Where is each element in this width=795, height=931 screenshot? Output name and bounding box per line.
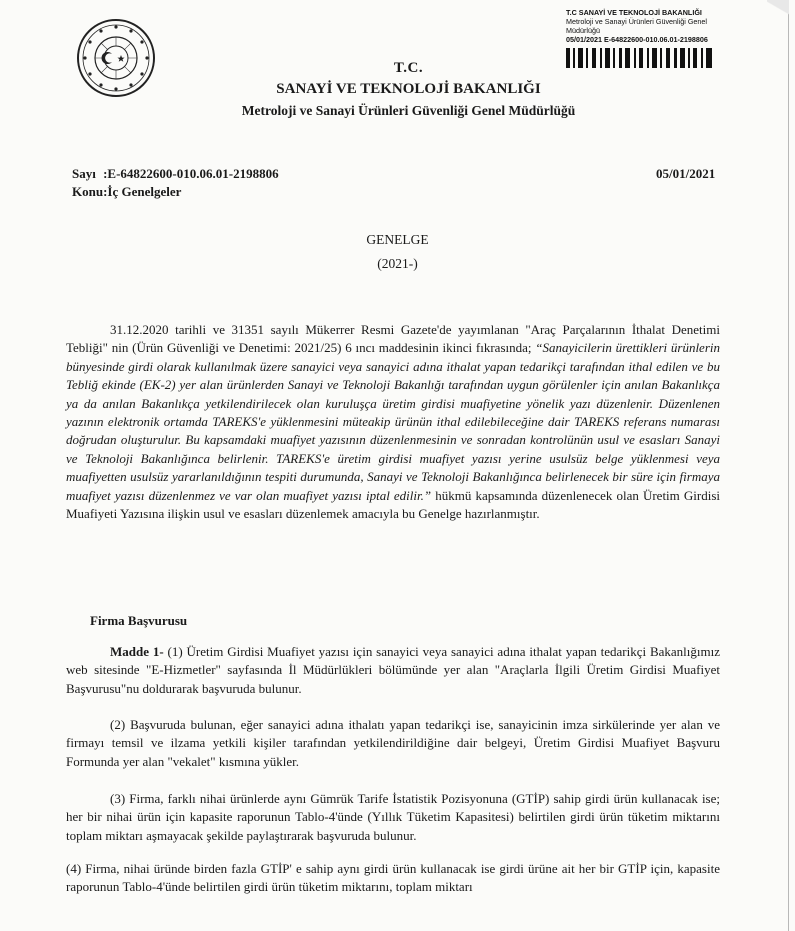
intro-tail: hükmü kapsamında düzenlenecek olan Üretim Girdisi Muafiyeti Yazısına ilişkin usul ve esasları düzenlemek amacıyla bu Genelge hazırlanmıştır. <box>66 487 720 522</box>
page-corner-fold <box>767 0 789 16</box>
intro-paragraph <box>66 321 720 523</box>
konu-line <box>72 184 181 200</box>
konu-label: Konu <box>72 184 104 199</box>
header-directorate: Metroloji ve Sanayi Ürünleri Güvenliği Genel Müdürlüğü <box>241 103 576 118</box>
sayi-line <box>72 166 279 182</box>
konu-value: :İç Genelgeler <box>103 184 182 199</box>
e-signature-stamp <box>566 8 756 44</box>
intro-quote: “Sanayicilerin ürettikleri ürünlerin bünyesinde girdi olarak kullanılmak üzere sanayici veya sanayici adına ithalat yapan tedarikçi tarafından ithal edilen ve bu Tebliğ ekinde (EK-2) yer alan ürünlerden Sanayi ve Teknoloji Bakanlığı tarafından uygun görülenler için anılan Bakanlıkça ya da anılan Bakanlıkça yetkilendirilecek olan kuruluşça üretim girdisi muafiyetine yönelik yazı düzenlenir. Düzenlenen yazının elektronik ortamda TAREKS'e yüklenmesini müteakip ürünün ithal edilebileceğine dair TAREKS referans numarası doğrudan oluşturulur. Bu kapsamdaki muafiyet yazısının düzenlenmesinin ve sonradan kontrolünün usul ve esasları Sanayi ve Teknoloji Bakanlığınca belirlenir. TAREKS'e üretim girdisi muafiyet yazısı yerine usulsüz belge yüklenmesi veya muafiyetten usulsüz yararlanıldığının tespiti durumunda, Sanayi ve Teknoloji Bakanlığınca belirlenecek bir süre için firmaya muafiyet yazısı düzenlenmez ve var olan muafiyet yazısı iptal edilir.” <box>66 340 721 503</box>
header-ministry: SANAYİ VE TEKNOLOJİ BAKANLIĞI <box>276 81 541 97</box>
madde1-paragraph-1 <box>66 643 720 698</box>
madde1-paragraph-4: (4) Firma, nihai üründe birden fazla GTİP' e sahip aynı girdi ürün kullanacak ise girdi ürüne ait her bir GTİP için, kapasite raporunun Tablo-4'ünde belirtilen girdi ürün tüketim miktarını, toplam miktarı <box>66 861 720 895</box>
madde1-p1: (1) Üretim Girdisi Muafiyet yazısı için sanayici veya sanayici adına ithalat yapan tedarikçi Bakanlığımız web sitesinde "E-Hizmetler" sayfasında İl Müdürlükleri bölümünde yer alan "Araçlarla İlgili Üretim Girdisi Muafiyet Başvurusu"nu doldurarak başvuruda bulunur. <box>66 644 720 696</box>
sayi-value: :E-64822600-010.06.01-2198806 <box>103 166 279 181</box>
stamp-line-3: Müdürlüğü <box>566 26 600 35</box>
letterhead <box>0 60 795 119</box>
madde1-paragraph-2: (2) Başvuruda bulunan, eğer sanayici adına ithalatı yapan tedarikçi ise, sanayicinin imza sirkülerinde yer alan ve firmayı temsil ve ilzama yetkili kişiler tarafından yetkilendirildiğine dair belgeyi, Üretim Girdisi Muafiyet Başvuru Formunda yer alan "vekalet" kısmına yükler. <box>66 717 720 769</box>
genelge-number: (2021-) <box>377 256 418 271</box>
stamp-line-1: T.C SANAYİ VE TEKNOLOJİ BAKANLIĞI <box>566 8 702 17</box>
sayi-label: Sayı <box>72 166 96 181</box>
header-tc: T.C. <box>393 60 424 76</box>
madde1-label: Madde 1- <box>110 644 164 659</box>
madde1-paragraph-3: (3) Firma, farklı nihai ürünlerde aynı Gümrük Tarife İstatistik Pozisyonuna (GTİP) sahip girdi ürün kullanacak ise; her bir nihai ürün için kapasite raporunun Tablo-4'ünde (Yıllık Tüketim Kapasitesi) belirtilen girdi ürün tüketim miktarını toplam miktarı aşmayacak şekilde paylaştırarak başvuruda bulunur. <box>66 791 720 843</box>
page-edge <box>788 0 789 931</box>
section-heading: Firma Başvurusu <box>90 613 188 628</box>
stamp-line-2: Metroloji ve Sanayi Ürünleri Güvenliği Genel <box>566 17 708 26</box>
intro-lead: 31.12.2020 tarihli ve 31351 sayılı Mükerrer Resmi Gazete'de yayımlanan "Araç Parçalarının İthalat Denetimi Tebliği" nin (Ürün Güvenliği ve Denetimi: 2021/25) 6 ıncı maddesinin ikinci fıkrasında; <box>66 322 720 356</box>
document-date: 05/01/2021 <box>656 166 716 181</box>
stamp-line-4: 05/01/2021 E-64822600-010.06.01-2198806 <box>566 35 708 44</box>
genelge-title: GENELGE <box>366 232 429 247</box>
